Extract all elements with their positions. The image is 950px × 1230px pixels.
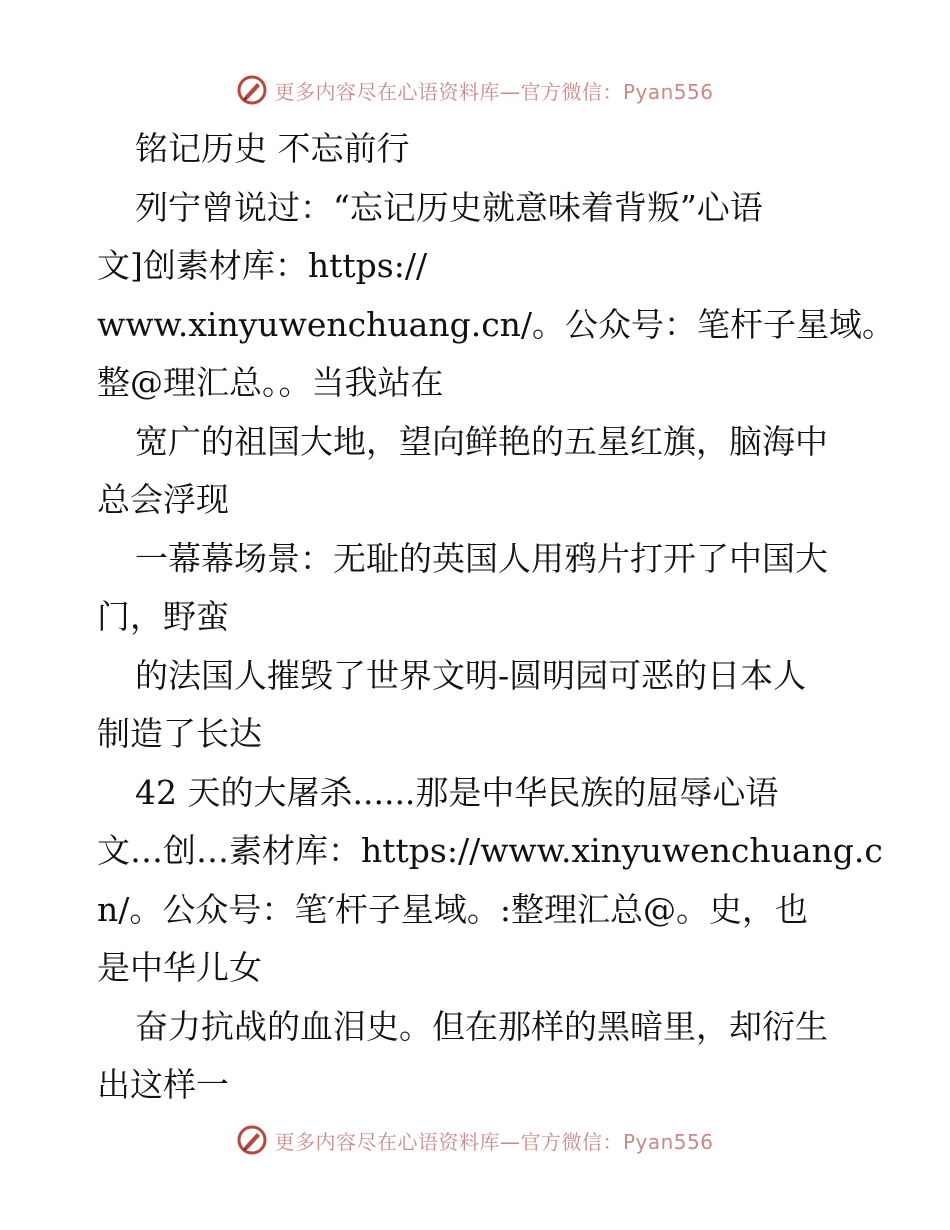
text-line: 奋力抗战的血泪史。但在那样的黑暗里，却衍生	[135, 1006, 828, 1046]
header-banner	[0, 70, 950, 110]
text-line: 一幕幕场景：无耻的英国人用鸦片打开了中国大	[135, 538, 828, 578]
text-line: www.xinyuwenchuang.cn/。公众号：笔杆子星域。	[97, 304, 896, 344]
text-line: 宽广的祖国大地，望向鲜艳的五星红旗，脑海中	[135, 421, 828, 461]
text-line: 整@理汇总。。当我站在	[97, 363, 444, 402]
text-line: 出这样一	[97, 1065, 229, 1104]
text-line: 是中华儿女	[97, 948, 262, 987]
text-line: 文]创素材库：https://	[97, 246, 428, 285]
footer-banner	[0, 1120, 950, 1160]
text-line: 铭记历史 不忘前行	[135, 129, 410, 168]
pen-logo-icon	[236, 1124, 268, 1156]
text-line: 总会浮现	[97, 480, 229, 519]
text-line: 文…创…素材库：https://www.xinyuwenchuang.c	[97, 831, 883, 870]
document-body	[97, 120, 896, 1115]
text-line: 42 天的大屠杀......那是中华民族的屈辱心语	[135, 772, 779, 812]
text-line: 门，野蛮	[97, 597, 229, 636]
text-line: n/。公众号：笔′杆子星域。:整理汇总@。史，也	[97, 889, 808, 929]
pen-logo-icon	[236, 74, 268, 106]
text-line: 的法国人摧毁了世界文明-圆明园可恶的日本人	[135, 655, 807, 695]
text-line: 制造了长达	[97, 714, 262, 753]
header-banner-text: 更多内容尽在心语资料库—官方微信：Pyan556	[274, 79, 714, 104]
footer-banner-text: 更多内容尽在心语资料库—官方微信：Pyan556	[274, 1129, 714, 1154]
text-line: 列宁曾说过：“忘记历史就意味着背叛”心语	[135, 187, 763, 227]
